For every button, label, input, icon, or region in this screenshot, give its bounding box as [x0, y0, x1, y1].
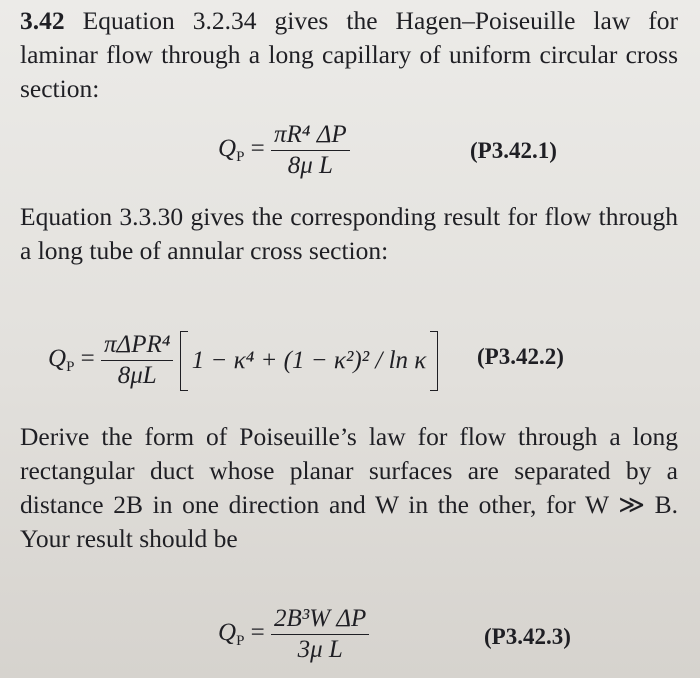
middle-paragraph: Equation 3.3.30 gives the corresponding result for flow through a long tube of annular cross section: — [20, 202, 678, 265]
eq1-lhs-sub: P — [236, 149, 245, 166]
eq3-denominator: 3μ L — [297, 636, 343, 663]
problem-number: 3.42 — [20, 6, 65, 35]
eq1-numerator: πR⁴ ΔP — [271, 120, 350, 151]
eq1-denominator: 8μ L — [287, 152, 333, 179]
left-bracket — [180, 331, 188, 391]
eq2-label: (P3.42.2) — [477, 344, 564, 369]
equation-1: $Q_P$ = $\frac{\text{πR⁴ ΔP}}{\text{8μ L}}$ — [218, 120, 350, 181]
task-paragraph: Derive the form of Poiseuille’s law for flow through a long rectangular duct whose planar surfaces are separated by a distance 2B in one direction and W in the other, for W ≫ B. Your result should be — [20, 422, 678, 553]
eq3-lhs: Q — [218, 619, 237, 647]
equation-2: $Q_P$ = $\frac{\text{πΔPR⁴}}{8\mu L}$ 1 − κ⁴ + (1 − κ²)² / ln κ — [48, 330, 438, 391]
intro-paragraph — [20, 4, 678, 106]
eq1-label: (P3.42.1) — [470, 138, 557, 163]
eq3-numerator: 2B³W ΔP — [271, 604, 369, 635]
right-bracket — [430, 331, 438, 391]
eq1-lhs: Q — [218, 135, 237, 163]
eq2-lhs-sub: P — [66, 359, 75, 376]
eq2-denominator: 8μL — [117, 362, 157, 389]
eq2-lhs: Q — [48, 345, 67, 373]
equation-3: $Q_P$ = $\frac{\text{2B³W ΔP}}{\text{3μ L}}$ — [218, 604, 369, 665]
intro-text: Equation 3.2.34 gives the Hagen–Poiseuille law for laminar flow through a long capillary of uniform circular cross section: — [20, 6, 679, 103]
eq3-label: (P3.42.3) — [484, 624, 571, 649]
eq2-bracket-content: 1 − κ⁴ + (1 − κ²)² / ln κ — [191, 346, 427, 374]
eq3-lhs-sub: P — [236, 633, 245, 650]
eq2-numerator: πΔPR⁴ — [101, 330, 173, 361]
